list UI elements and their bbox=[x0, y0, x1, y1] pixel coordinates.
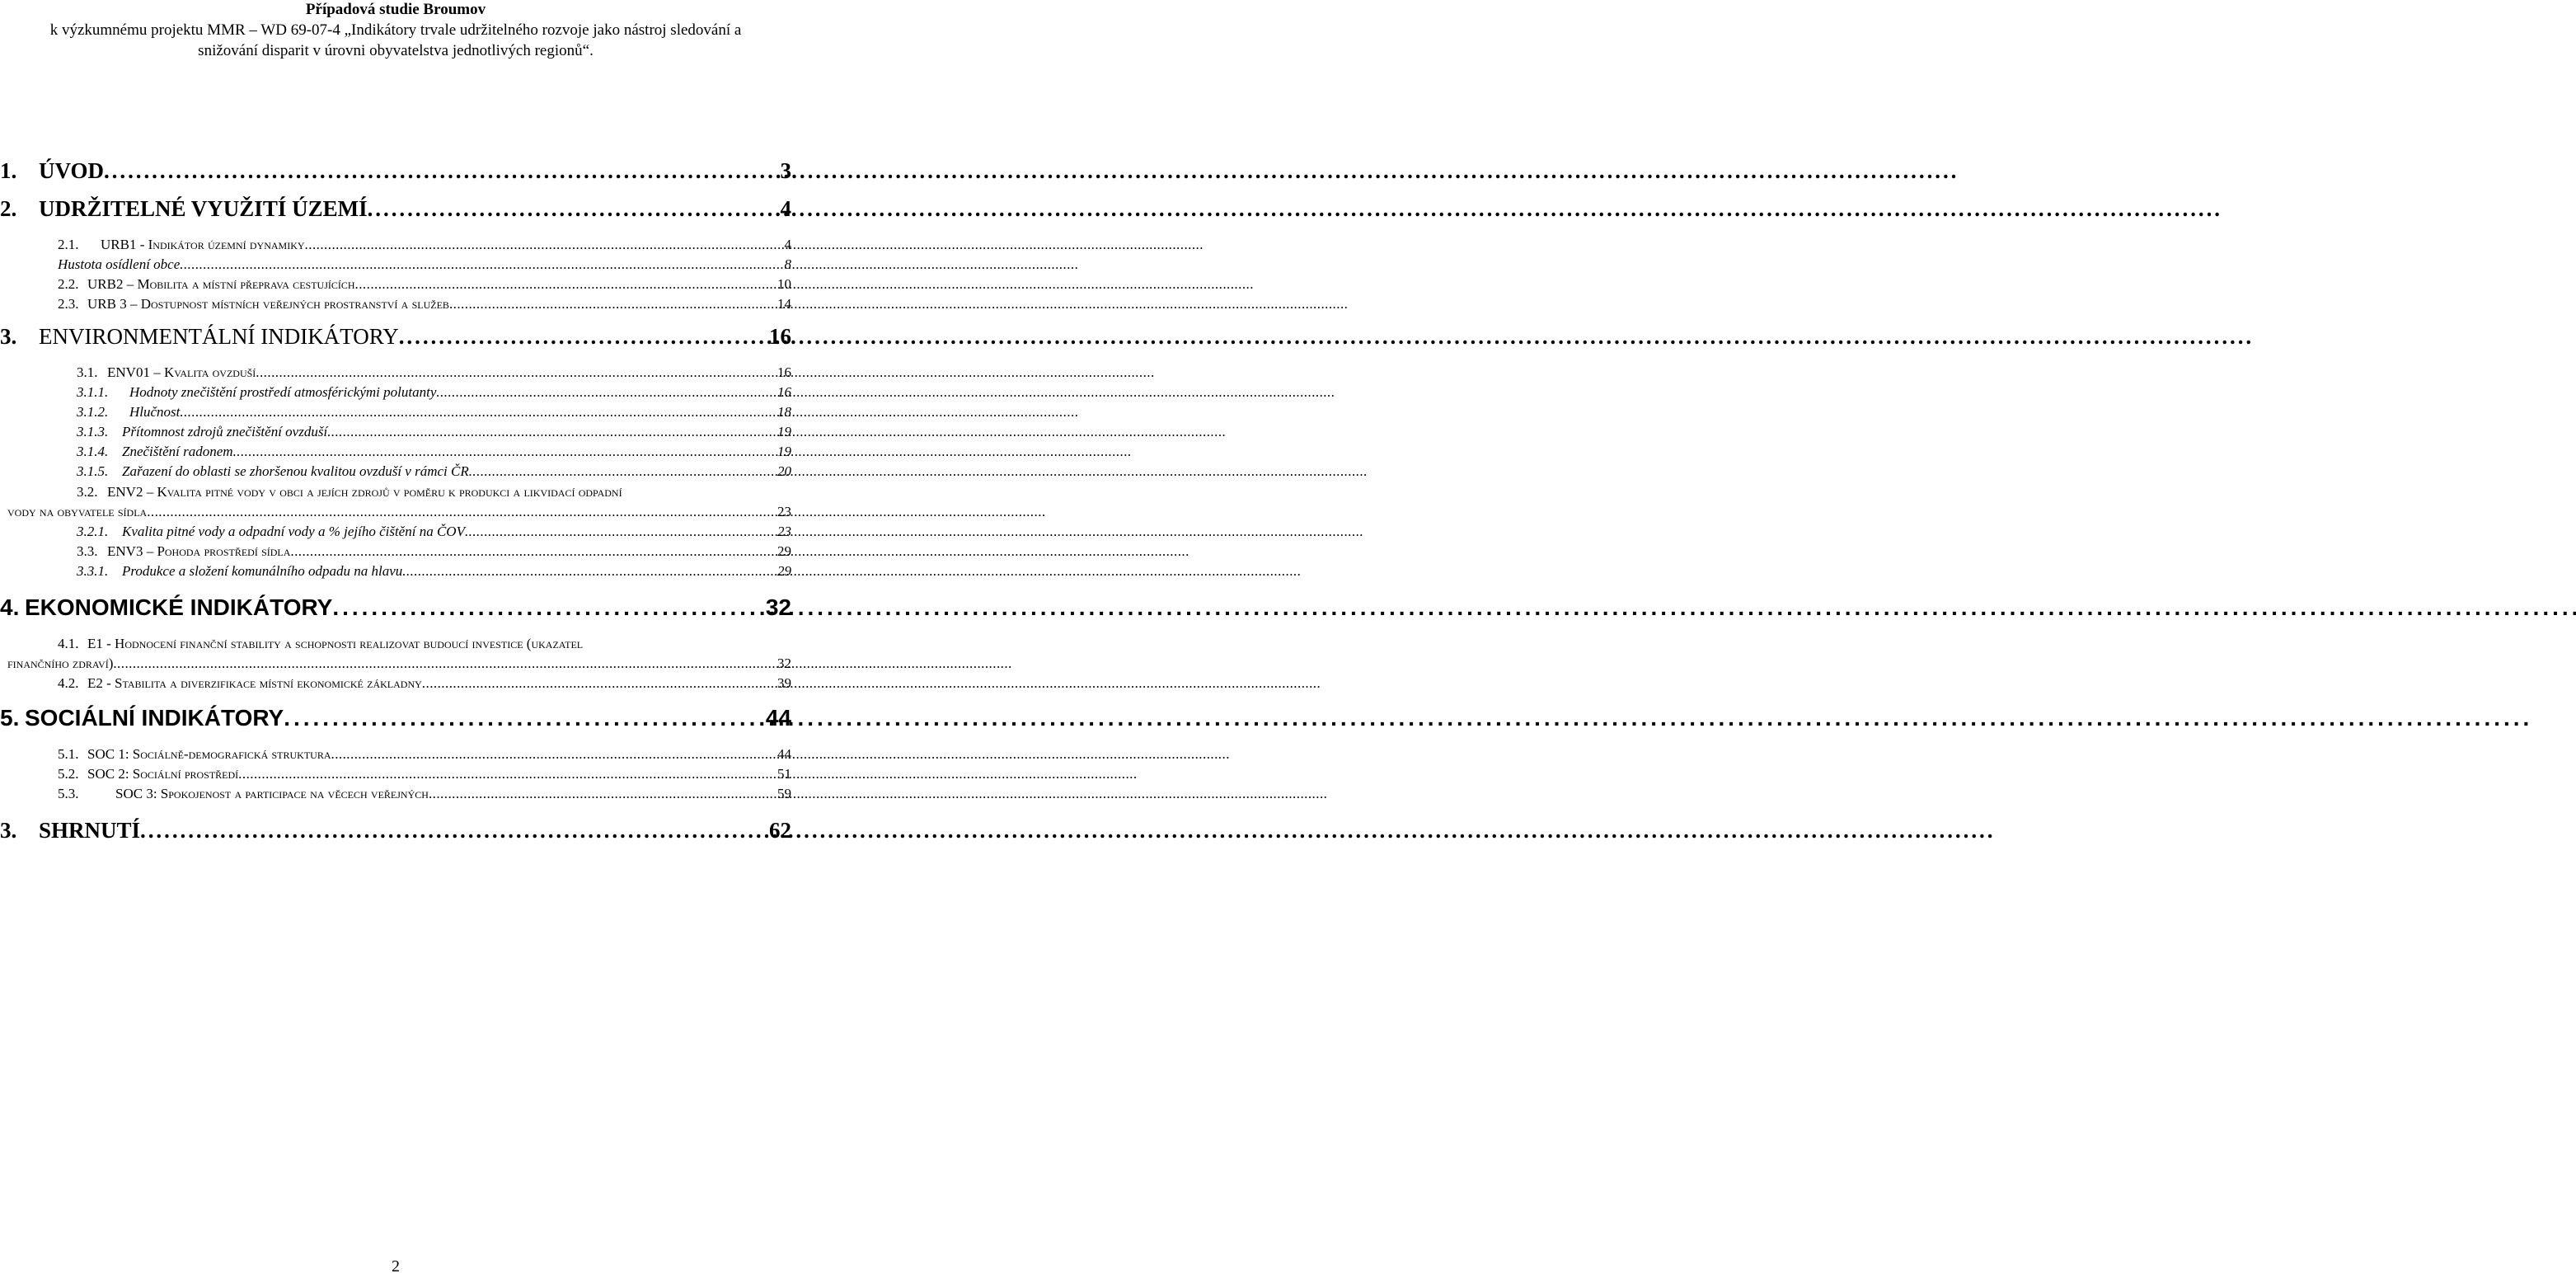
toc-entry[interactable]: 2.1. URB1 - Indikátor územní dynamiky . . . 4 bbox=[0, 237, 791, 253]
toc-entry[interactable]: 4.2. E2 - Stabilita a diverzifikace místní ekonomické základny . . . 39 bbox=[0, 675, 791, 692]
toc-entry[interactable]: vody na obyvatele sídla . . . 23 bbox=[0, 504, 791, 520]
toc-entry[interactable]: 3.1.1. Hodnoty znečištění prostředí atmosférickými polutanty . . . 16 bbox=[0, 384, 791, 401]
toc-entry[interactable]: 3.3. ENV3 – Pohoda prostředí sídla . . . 29 bbox=[0, 543, 791, 560]
toc-entry[interactable]: 5.3. SOC 3: Spokojenost a participace na věcech veřejných . . . 59 bbox=[0, 786, 791, 802]
toc-entry[interactable]: 3.1.4. Znečištění radonem . . . 19 bbox=[0, 444, 791, 460]
toc-entry[interactable]: 3. ENVIRONMENTÁLNÍ INDIKÁTORY . . . 16 bbox=[0, 324, 791, 350]
document-title: Případová studie Broumov bbox=[305, 1, 486, 18]
toc-entry[interactable]: finančního zdraví) . . . 32 bbox=[0, 655, 791, 672]
toc-entry[interactable]: 3.1. ENV01 – Kvalita ovzduší . . . 16 bbox=[0, 364, 791, 381]
toc-entry[interactable]: 3.1.5. Zařazení do oblasti se zhoršenou kvalitou ovzduší v rámci ČR . . . 20 bbox=[0, 463, 791, 480]
toc-entry[interactable]: 3.1.2. Hlučnost . . . 18 bbox=[0, 404, 791, 421]
toc-entry[interactable]: 2.2. URB2 – Mobilita a místní přeprava cestujících . . . 10 bbox=[0, 276, 791, 293]
toc-entry[interactable]: 3.2.1. Kvalita pitné vody a odpadní vody a % jejího čištění na ČOV . . . 23 bbox=[0, 524, 791, 540]
toc-entry[interactable]: 3.1.3. Přítomnost zdrojů znečištění ovzduší . . . 19 bbox=[0, 424, 791, 440]
toc-entry[interactable]: 2.3. URB 3 – Dostupnost místních veřejných prostranství a služeb . . . 14 bbox=[0, 296, 791, 312]
toc-entry[interactable]: 1. ÚVOD . . . 3 bbox=[0, 158, 791, 184]
toc-entry-wrapped-line[interactable]: 4.1. E1 - Hodnocení finanční stability a schopnosti realizovat budoucí investice (ukazatel bbox=[58, 636, 584, 651]
page-number: 2 bbox=[392, 1257, 400, 1276]
toc-entry-wrapped-line[interactable]: 3.2. ENV2 – Kvalita pitné vody v obci a jejích zdrojů v poměru k produkci a likvidací odpadní bbox=[77, 484, 622, 500]
document-subtitle-line1: k výzkumnému projektu MMR – WD 69-07-4 „Indikátory trvale udržitelného rozvoje jako nástroj sledování a bbox=[49, 21, 742, 39]
toc-entry[interactable]: Hustota osídlení obce . . . 8 bbox=[0, 256, 791, 273]
toc-entry[interactable]: 3.3.1. Produkce a složení komunálního odpadu na hlavu . . . 29 bbox=[0, 563, 791, 580]
document-subtitle-line2: snižování disparit v úrovni obyvatelstva jednotlivých regionů“. bbox=[198, 42, 594, 59]
toc-entry[interactable]: 4. EKONOMICKÉ INDIKÁTORY . . . 32 bbox=[0, 594, 791, 621]
toc-entry[interactable]: 5.2. SOC 2: Sociální prostředí . . . 51 bbox=[0, 766, 791, 782]
toc-entry[interactable]: 2. UDRŽITELNÉ VYUŽITÍ ÚZEMÍ . . . 4 bbox=[0, 196, 791, 222]
toc-entry[interactable]: 5.1. SOC 1: Sociálně-demografická struktura . . . 44 bbox=[0, 746, 791, 763]
document-header bbox=[0, 0, 791, 61]
toc-entry[interactable]: 3. SHRNUTÍ . . . 62 bbox=[0, 818, 791, 843]
toc-entry[interactable]: 5. SOCIÁLNÍ INDIKÁTORY . . . 44 bbox=[0, 705, 791, 731]
